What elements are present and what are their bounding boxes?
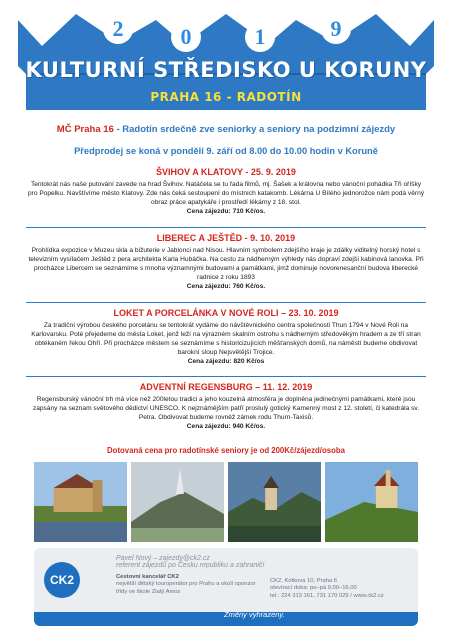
photo-strip — [34, 462, 418, 542]
opening-hours: otevírací doba: po–pá 9.00–16.00 — [270, 585, 357, 592]
castle-hill-photo — [325, 462, 418, 542]
footer-slogan: Změny vyhrazeny. — [224, 610, 285, 619]
section-divider — [26, 302, 426, 303]
trip-title: ŠVIHOV A KLATOVY - 25. 9. 2019 — [156, 167, 296, 177]
contact-person-name: Pavel Nový – zajezdy@ck2.cz — [116, 555, 210, 562]
trip-section — [26, 168, 426, 216]
year-digit: 1 — [245, 22, 275, 52]
loket-town-photo — [228, 462, 321, 542]
address-line: CK2, Kotkova 10, Praha 6 — [270, 578, 338, 584]
trip-title: LOKET A PORCELÁNKA V NOVÉ ROLI – 23. 10. 2019 — [113, 308, 339, 318]
trip-price: Cena zájezdu: 710 Kč/os. — [186, 208, 266, 216]
section-divider — [26, 227, 426, 228]
section-divider — [26, 376, 426, 377]
trip-section — [26, 309, 426, 367]
intro-line — [20, 124, 432, 135]
contact-line: tel.: 224 313 161, 731 170 029 / www.ck2.cz — [270, 592, 384, 599]
agency-description: největší dětský touroperátor pro Prahu a okolí sponzor třídy ve škole Zlatý Amos — [116, 581, 256, 595]
trip-description: Prohlídka expozice v Muzeu skla a bižuterie v Jablonci nad Nisou. Hlavním symbolem zdejšího kraje je zdálky viditelný horský hotel s televizním vysílačem Ještěd z pera architekta Karla Hubáčka. Na cestu za nádherným výhledy nás dopraví zdejší kabinová lanovka. Při procházce Libercem se seznámíme s mnoha významnými budovami a památkami, jimž dominuje novorenesanční budova liberecké radnice z roku 1893 — [28, 247, 424, 282]
contact-person — [116, 555, 264, 570]
trip-section — [26, 383, 426, 431]
footer-card — [34, 548, 418, 626]
year-digit: 0 — [171, 22, 201, 52]
trip-section — [26, 234, 426, 292]
intro-rest: - Radotín srdečně zve seniorky a seniory na podzimní zájezdy — [113, 124, 396, 135]
agency-name: Cestovní kancelář CK2 — [116, 574, 179, 580]
trip-price: Cena zájezdu: 760 Kč/os. — [186, 283, 266, 291]
ck2-logo: CK2 — [44, 562, 80, 598]
trip-price: Cena zájezdu: 820 Kč/os — [187, 358, 265, 366]
year-digit: 9 — [321, 14, 351, 44]
trip-description: Za tradiční výrobou českého porcelánu se tentokrát vydáme do návštěvnického centra společnosti Thun 1794 v Nové Roli na Karlovarsku. Poté přejedeme do města Loket, jenž leží na výrazném skalním ostrohu s nádherným středověkým hradem a ze tří stran obtékaném řekou Ohří. Při procházce městem se seznámíme s historicizujících měšťanských domů, na náměstí budeme obdivovat barokní sloup Nejsvětější Trojice. — [31, 322, 421, 357]
trip-description: Tentokrát nás naše putování zavede na hrad Švihov. Natáčela se tu řada filmů, mj. Šašek a královna nebo vánoční pohádka Tři oříšky pro Popelku. Navštívíme město Klatovy. Zde nás čeká sestoupení do místních katakomb. Lékárna U Bílého jednorožce nám podá věrný obraz práce apatykáře i prostředí lékárny z 18. stol. — [27, 181, 425, 207]
trip-title: LIBEREC A JEŠTĚD - 9. 10. 2019 — [156, 233, 296, 243]
agency-address — [270, 578, 410, 600]
jested-tower-photo — [131, 462, 224, 542]
page-subtitle: PRAHA 16 - RADOTÍN — [150, 90, 302, 104]
trip-price: Cena zájezdu: 940 Kč/os. — [186, 423, 266, 431]
page-title: KULTURNÍ STŘEDISKO U KORUNY — [25, 58, 427, 82]
discount-note: Dotovaná cena pro radotínské seniory je od 200Kč/zájezd/osoba — [107, 446, 345, 455]
trip-description: Regensburský vánoční trh má více než 200letou tradici a jeho kouzelná atmosféra je doplněna jedinečnými památkami, které jsou zapsány na seznam světového dědictví UNESCO. K nejznámějším patří proslulý gotický Kamenný most z 12. století, či katedrála sv. Petra. Obdivovat budeme rovněž zámek rodu Thurn-Taxisů. — [32, 396, 420, 422]
year-digit: 2 — [103, 14, 133, 44]
contact-person-role: referent zájezdů po Česku republiku a zahraničí — [116, 562, 265, 570]
presale-info: Předprodej se koná v pondělí 9. září od 8.00 do 10.00 hodin v Koruně — [74, 146, 378, 156]
agency-info — [116, 574, 266, 596]
castle-svihov-photo — [34, 462, 127, 542]
trip-title: ADVENTNÍ REGENSBURG – 11. 12. 2019 — [139, 382, 313, 392]
intro-lead: MČ Praha 16 — [56, 124, 114, 135]
